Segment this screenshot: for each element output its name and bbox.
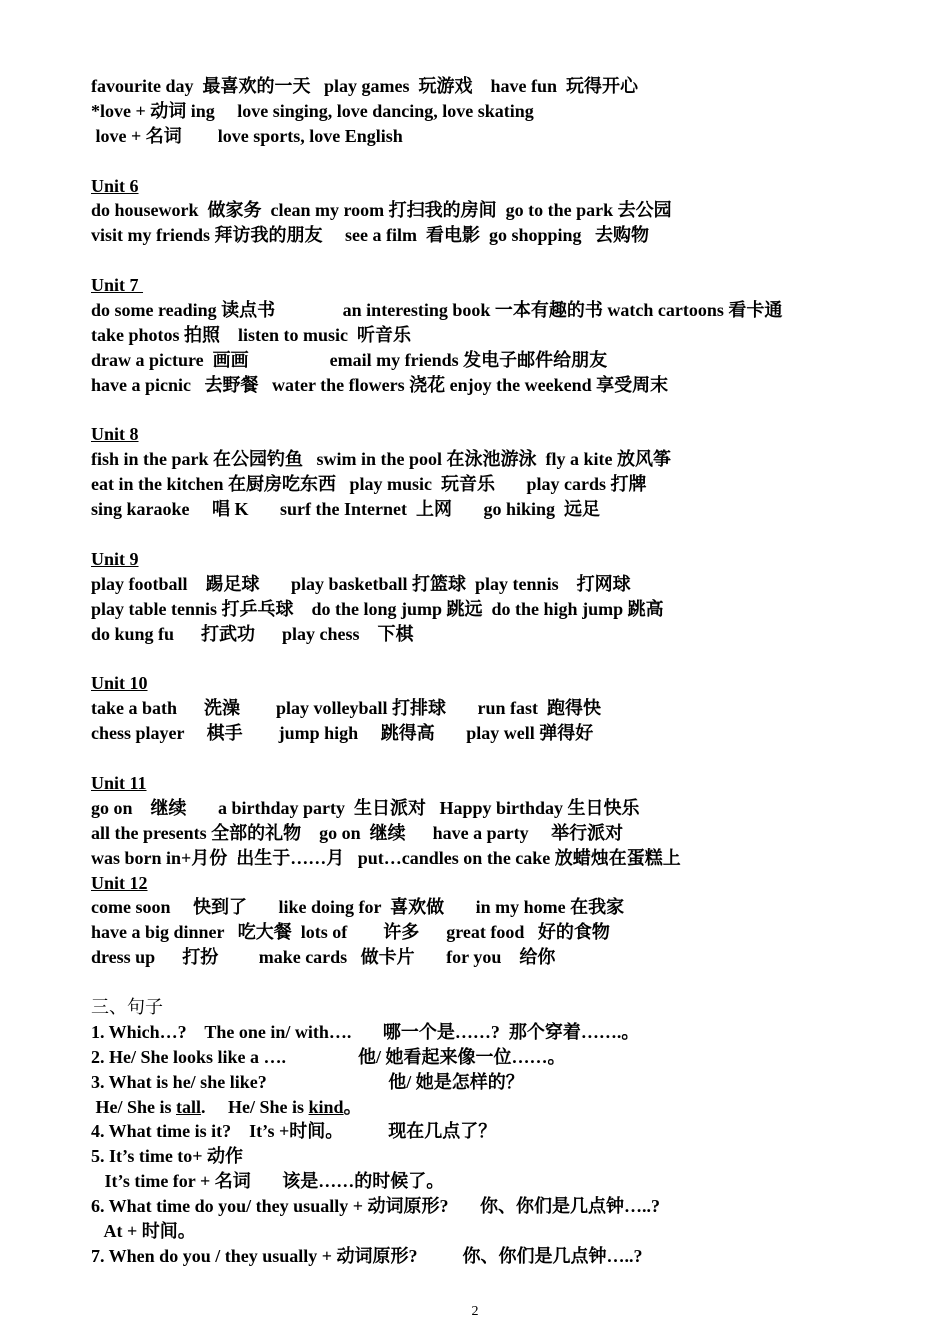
unit-10-line-2: chess player 棋手 jump high 跳得高 play well 弹得好	[91, 723, 594, 744]
unit-12-line-3: dress up 打扮 make cards 做卡片 for you 给你	[91, 947, 556, 968]
unit-7-heading: Unit 7	[91, 275, 144, 296]
sentence-6: 6. What time do you/ they usually + 动词原形? 你、你们是几点钟…..?	[91, 1196, 660, 1217]
unit-8-heading: Unit 8	[91, 424, 139, 445]
sentence-3: 3. What is he/ she like? 他/ 她是怎样的？	[91, 1071, 524, 1092]
spacer	[91, 970, 891, 995]
answer-prefix: He/ She is	[91, 1096, 177, 1117]
answer-middle: . He/ She is	[201, 1096, 309, 1117]
unit-10-heading: Unit 10	[91, 673, 148, 694]
unit-11-heading: Unit 11	[91, 772, 147, 793]
unit-9-line-2: play table tennis 打乒乓球 do the long jump 跳远 do the high jump 跳高	[91, 598, 664, 619]
unit-7-line-1: do some reading 读点书 an interesting book 一本有趣的书 watch cartoons 看卡通	[91, 300, 783, 321]
unit-6-line-1: do housework 做家务 clean my room 打扫我的房间 go to the park 去公园	[91, 200, 672, 221]
unit-11-line-2: all the presents 全部的礼物 go on 继续 have a party 举行派对	[91, 822, 624, 843]
sentence-5-alt: It’s time for + 名词 该是……的时候了。	[91, 1171, 445, 1192]
unit-12-line-1: come soon 快到了 like doing for 喜欢做 in my home 在我家	[91, 897, 625, 918]
unit-9-line-1: play football 踢足球 play basketball 打篮球 play tennis 打网球	[91, 573, 631, 594]
spacer	[91, 646, 891, 671]
unit-12-heading: Unit 12	[91, 872, 148, 893]
sentence-1: 1. Which…? The one in/ with…. 哪一个是……? 那个穿着…….。	[91, 1021, 640, 1042]
word-tall: tall	[176, 1096, 202, 1117]
spacer	[91, 746, 891, 771]
unit-12-line-2: have a big dinner 吃大餐 lots of 许多 great food 好的食物	[91, 922, 610, 943]
sentence-6-answer: At + 时间。	[91, 1220, 196, 1241]
word-kind: kind	[308, 1096, 344, 1117]
sentence-5: 5. It’s time to+ 动作	[91, 1146, 244, 1167]
intro-line-1: favourite day 最喜欢的一天 play games 玩游戏 have fun 玩得开心	[91, 76, 639, 96]
unit-7-line-3: draw a picture 画画 email my friends 发电子邮件给朋友	[91, 349, 608, 370]
unit-6-heading: Unit 6	[91, 175, 139, 196]
document-body	[91, 74, 891, 1269]
unit-10-line-1: take a bath 洗澡 play volleyball 打排球 run fast 跑得快	[91, 698, 602, 719]
unit-8-line-3: sing karaoke 唱 K surf the Internet 上网 go hiking 远足	[91, 499, 601, 520]
sentence-3-answer	[91, 1095, 891, 1120]
unit-8-line-2: eat in the kitchen 在厨房吃东西 play music 玩音乐 play cards 打牌	[91, 474, 647, 495]
sentence-2: 2. He/ She looks like a …. 他/ 她看起来像一位……。	[91, 1046, 566, 1067]
spacer	[91, 522, 891, 547]
spacer	[91, 149, 891, 174]
page-number: 2	[471, 1304, 479, 1319]
spacer	[91, 248, 891, 273]
unit-11-line-1: go on 继续 a birthday party 生日派对 Happy birthday 生日快乐	[91, 797, 640, 818]
unit-9-heading: Unit 9	[91, 548, 139, 569]
sentence-4: 4. What time is it? It’s +时间。 现在几点了？	[91, 1121, 497, 1142]
sentences-heading: 三、句子	[91, 996, 163, 1017]
answer-end: 。	[343, 1096, 362, 1117]
unit-7-line-2: take photos 拍照 listen to music 听音乐	[91, 324, 412, 345]
unit-11-line-3: was born in+月份 出生于……月 put…candles on the cake 放蜡烛在蛋糕上	[91, 847, 681, 868]
unit-6-line-2: visit my friends 拜访我的朋友 see a film 看电影 go shopping 去购物	[91, 225, 650, 246]
unit-7-line-4: have a picnic 去野餐 water the flowers 浇花 enjoy the weekend 享受周末	[91, 374, 669, 395]
sentence-7: 7. When do you / they usually + 动词原形? 你、你们是几点钟…..?	[91, 1245, 643, 1266]
intro-line-2: *love + 动词 ing love singing, love dancing, love skating	[91, 100, 534, 121]
unit-9-line-3: do kung fu 打武功 play chess 下棋	[91, 623, 414, 644]
spacer	[91, 398, 891, 423]
intro-line-3: love + 名词 love sports, love English	[91, 125, 403, 146]
unit-8-line-1: fish in the park 在公园钓鱼 swim in the pool 在泳池游泳 fly a kite 放风筝	[91, 449, 672, 470]
